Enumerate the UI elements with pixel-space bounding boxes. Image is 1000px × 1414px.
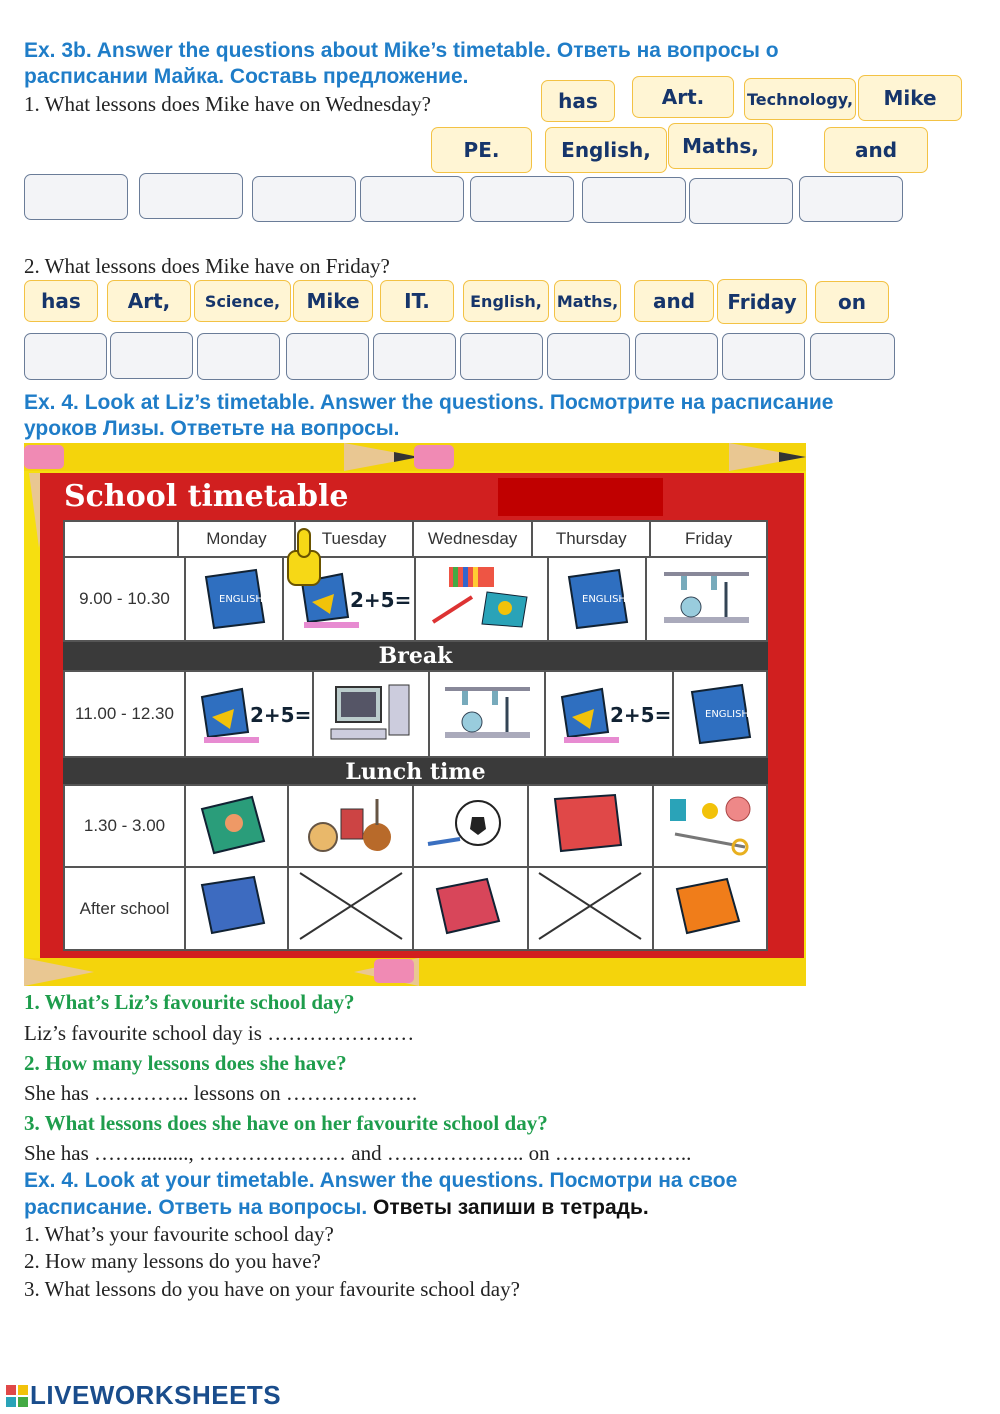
ex4b-title-line2a: расписание. Ответь на вопросы. (24, 1196, 368, 1219)
ex4-title-line2: уроков Лизы. Ответьте на вопросы. (24, 417, 400, 440)
timetable-title: School timetable (64, 479, 349, 514)
time-slot-1: 9.00 - 10.30 (64, 557, 185, 641)
time-slot-3: 1.30 - 3.00 (64, 785, 185, 867)
answer-slot[interactable] (110, 332, 193, 379)
football-icon (413, 785, 527, 867)
answer-slot[interactable] (799, 176, 903, 222)
book-icon (185, 867, 288, 950)
word-chip[interactable]: Science, (194, 280, 291, 322)
answer-slot[interactable] (252, 176, 356, 222)
timetable-row-1 (63, 556, 768, 642)
science-lab-icon (646, 557, 767, 641)
cross-empty-cell (288, 867, 413, 950)
english-book-icon (548, 557, 646, 641)
answer-slot[interactable] (635, 333, 718, 380)
word-chip[interactable]: and (824, 127, 928, 173)
liz-question-3: 3. What lessons does she have on her favourite school day? (24, 1111, 548, 1135)
svg-text:2+5=: 2+5= (249, 702, 312, 727)
word-chip[interactable]: Mike (858, 75, 962, 121)
liveworksheets-logo (6, 1380, 281, 1411)
own-question-3: 3. What lessons do you have on your favourite school day? (24, 1277, 520, 1301)
english-book-icon (673, 671, 767, 757)
day-monday: Monday (178, 521, 295, 557)
ex4b-title-line1: Ex. 4. Look at your timetable. Answer the questions. Посмотри на свое (24, 1169, 738, 1192)
timetable-row-2 (63, 670, 768, 758)
logo-grid-icon (6, 1383, 28, 1405)
word-chip[interactable]: Maths, (554, 280, 621, 322)
logo-text: LIVEWORKSHEETS (30, 1380, 282, 1410)
break-band: Break (63, 642, 768, 670)
word-chip[interactable]: Technology, (744, 78, 856, 120)
liz-answer-2[interactable]: She has ………….. lessons on ………………. (24, 1081, 418, 1105)
word-chip[interactable]: PE. (431, 127, 532, 173)
timetable-row-3 (63, 784, 768, 951)
answer-slot[interactable] (470, 176, 574, 222)
svg-text:ENGLISH: ENGLISH (218, 593, 263, 605)
word-chip[interactable]: Maths, (668, 123, 773, 169)
answer-slot[interactable] (689, 178, 793, 224)
liz-question-2: 2. How many lessons does she have? (24, 1051, 347, 1075)
answer-slot[interactable] (547, 333, 630, 380)
ex3b-question-2: 2. What lessons does Mike have on Friday? (24, 254, 390, 278)
sewing-kit-icon (653, 785, 767, 867)
ex4-title-line1: Ex. 4. Look at Liz’s timetable. Answer the questions. Посмотрите на расписание (24, 391, 834, 414)
word-chip[interactable]: has (24, 280, 98, 322)
svg-text:ENGLISH: ENGLISH (704, 708, 749, 720)
answer-slot[interactable] (197, 333, 280, 380)
answer-slot[interactable] (139, 173, 243, 219)
timetable-picture (24, 443, 806, 986)
svg-text:2+5=: 2+5= (350, 587, 412, 612)
ex3b-question-1: 1. What lessons does Mike have on Wednesday? (24, 92, 431, 116)
ex4b-title-line2b: Ответы запиши в тетрадь. (373, 1196, 649, 1219)
computer-icon (313, 671, 429, 757)
word-chip[interactable]: English, (463, 280, 549, 322)
liz-question-1: 1. What’s Liz’s favourite school day? (24, 990, 355, 1014)
book-icon (653, 867, 767, 950)
time-slot-2: 11.00 - 12.30 (64, 671, 185, 757)
own-question-1: 1. What’s your favourite school day? (24, 1222, 334, 1246)
answer-slot[interactable] (373, 333, 456, 380)
word-chip[interactable]: Friday (717, 279, 807, 324)
answer-slot[interactable] (286, 333, 369, 380)
book-icon (413, 867, 527, 950)
word-chip[interactable]: on (815, 281, 889, 323)
answer-slot[interactable] (360, 176, 464, 222)
time-slot-4: After school (64, 867, 185, 950)
ex3b-title-line1: Ex. 3b. Answer the questions about Mike’s timetable. Ответь на вопросы о (24, 39, 779, 62)
answer-slot[interactable] (810, 333, 895, 380)
word-chip[interactable]: and (634, 280, 714, 322)
maths-icon (545, 671, 673, 757)
word-chip[interactable]: IT. (380, 280, 454, 322)
liz-answer-3[interactable]: She has …….........., ………………… and ……………….. on ……………….. (24, 1141, 692, 1165)
svg-text:2+5=: 2+5= (610, 702, 672, 727)
word-chip[interactable]: Art, (107, 280, 191, 322)
own-question-2: 2. How many lessons do you have? (24, 1249, 321, 1273)
science-lab-icon (429, 671, 545, 757)
cross-empty-cell (528, 867, 653, 950)
english-book-icon (185, 557, 283, 641)
answer-slot[interactable] (24, 333, 107, 380)
liz-answer-1[interactable]: Liz’s favourite school day is ………………… (24, 1021, 415, 1045)
day-tuesday: Tuesday (295, 521, 413, 557)
answer-slot[interactable] (460, 333, 543, 380)
art-supplies-icon (415, 557, 548, 641)
ex3b-title-line2: расписании Майка. Составь предложение. (24, 65, 469, 88)
corner-cell (64, 521, 178, 557)
day-friday: Friday (650, 521, 767, 557)
answer-slot[interactable] (24, 174, 128, 220)
day-thursday: Thursday (532, 521, 650, 557)
word-chip[interactable]: English, (545, 127, 667, 173)
word-chip[interactable]: Mike (293, 280, 373, 322)
music-instruments-icon (288, 785, 413, 867)
answer-slot[interactable] (722, 333, 805, 380)
lunch-band: Lunch time (63, 758, 768, 786)
day-wednesday: Wednesday (413, 521, 532, 557)
russian-book-icon (528, 785, 653, 867)
maths-icon (185, 671, 313, 757)
word-chip[interactable]: Art. (632, 76, 734, 118)
answer-slot[interactable] (582, 177, 686, 223)
book-icon (185, 785, 288, 867)
svg-text:ENGLISH: ENGLISH (582, 593, 626, 605)
ex4b-title-line2 (24, 1195, 649, 1221)
timetable-header (63, 520, 768, 558)
thumbs-up-icon (282, 525, 328, 596)
word-chip[interactable]: has (541, 80, 615, 122)
